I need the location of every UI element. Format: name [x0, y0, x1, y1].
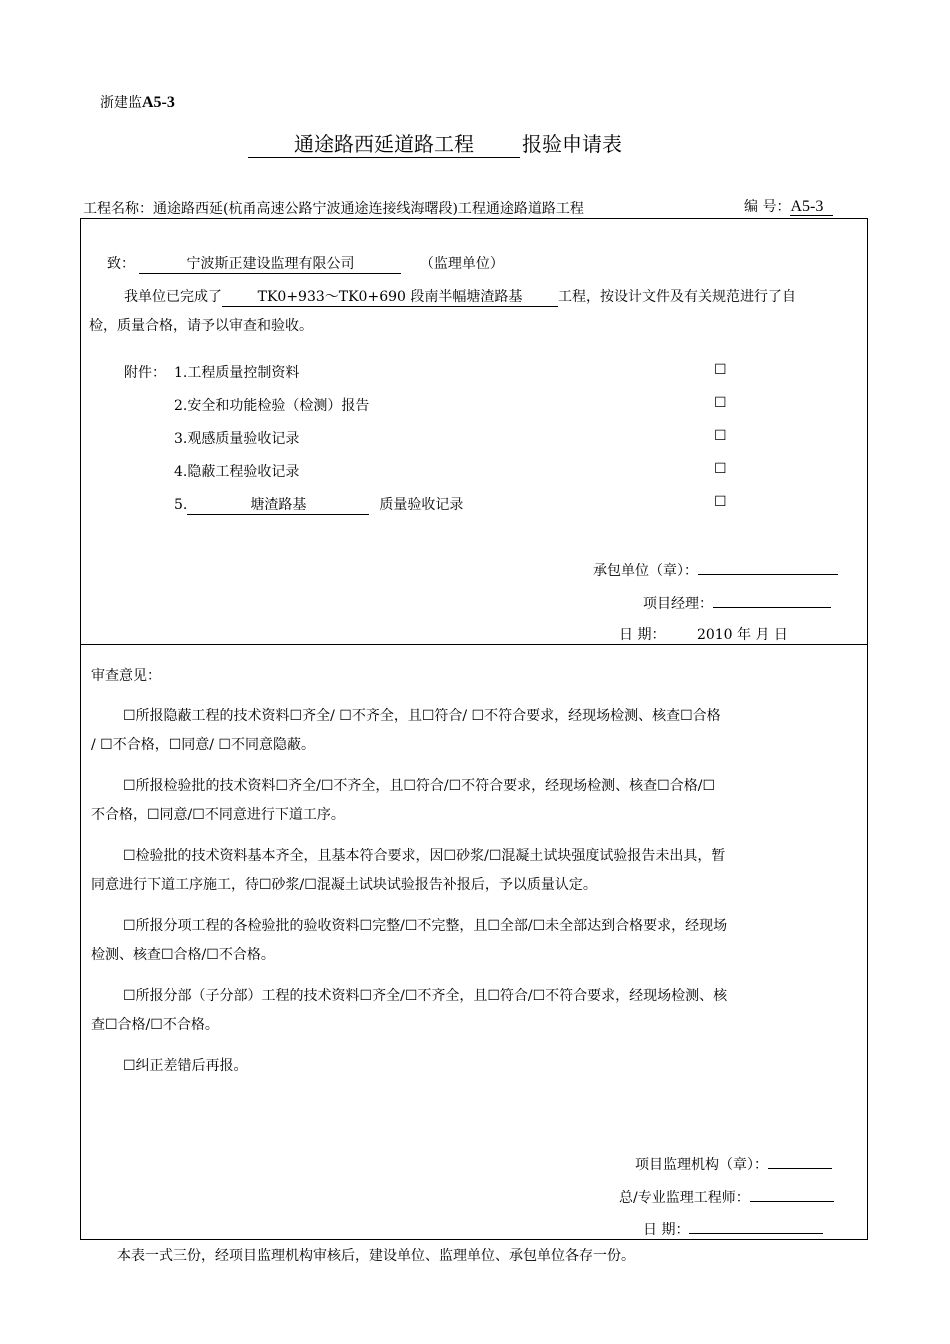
review-option-4-cont: 检测、核查☐合格/☐不合格。: [91, 947, 275, 963]
date-field[interactable]: 2010 年 月 日: [665, 624, 819, 645]
attachment-item-5: [174, 494, 463, 515]
review-date-line: [643, 1218, 823, 1239]
project-name-line: [83, 198, 584, 218]
project-label: 工程名称：: [83, 201, 153, 217]
attachment-item: 4.隐蔽工程验收记录: [174, 464, 300, 480]
form-prefix: 浙建监: [100, 95, 142, 111]
engineer-signature-field[interactable]: [750, 1186, 834, 1202]
engineer-label: 总/专业监理工程师：: [619, 1190, 750, 1206]
review-heading: 审查意见：: [91, 668, 161, 684]
date-line: [619, 624, 819, 645]
completion-line: [124, 286, 796, 307]
work-field[interactable]: TK0+933～TK0+690 段南半幅塘渣路基: [222, 286, 558, 307]
form-code-value: A5-3: [142, 94, 175, 111]
attachment-item: 1.工程质量控制资料: [174, 365, 300, 381]
attachment-checkbox[interactable]: ☐: [714, 461, 727, 477]
number-label: 编 号：: [744, 199, 791, 215]
attachment5-field[interactable]: 塘渣路基: [187, 494, 369, 515]
number-value: A5-3: [790, 198, 833, 216]
review-option-1[interactable]: ☐所报隐蔽工程的技术资料☐齐全/ ☐不齐全，且☐符合/ ☐不符合要求，经现场检测、核查☐合格: [123, 708, 721, 724]
recipient-suffix: （监理单位）: [419, 256, 504, 272]
attachment-item: 2.安全和功能检验（检测）报告: [174, 398, 370, 414]
review-option-3-cont: 同意进行下道工序施工，待☐砂浆/☐混凝土试块试验报告补报后，予以质量认定。: [91, 877, 597, 893]
review-date-label: 日 期：: [643, 1222, 690, 1238]
contractor-signature-field[interactable]: [698, 559, 838, 575]
org-label: 项目监理机构（章）：: [635, 1157, 768, 1173]
footer-note: 本表一式三份，经项目监理机构审核后，建设单位、监理单位、承包单位各存一份。: [117, 1248, 635, 1264]
attachment-item: 3.观感质量验收记录: [174, 431, 300, 447]
attachment-checkbox[interactable]: ☐: [714, 428, 727, 444]
review-option-5-cont: 查☐合格/☐不合格。: [91, 1017, 219, 1033]
attachments-label: 附件：: [124, 365, 166, 381]
pm-signature-field[interactable]: [713, 592, 831, 608]
attachment-checkbox[interactable]: ☐: [714, 395, 727, 411]
review-section: [80, 643, 868, 1240]
to-label: 致：: [107, 256, 135, 272]
review-option-6[interactable]: ☐纠正差错后再报。: [123, 1058, 248, 1074]
review-date-field[interactable]: [689, 1218, 823, 1234]
pm-label: 项目经理：: [643, 596, 713, 612]
review-option-1-cont: / ☐不合格，☐同意/ ☐不同意隐蔽。: [91, 737, 315, 753]
contractor-line: [593, 559, 838, 580]
attachment-checkbox[interactable]: ☐: [714, 362, 727, 378]
attachment5-prefix: 5.: [174, 497, 188, 513]
recipient-field[interactable]: 宁波斯正建设监理有限公司: [139, 253, 401, 274]
attachment-checkbox[interactable]: ☐: [714, 494, 727, 510]
supervision-org-line: [635, 1153, 832, 1174]
title-project-field: 通途路西延道路工程: [248, 128, 520, 158]
completion-line-2: 检，质量合格，请予以审查和验收。: [89, 318, 313, 334]
engineer-line: [619, 1186, 834, 1207]
org-signature-field[interactable]: [768, 1153, 832, 1169]
title-suffix: 报验申请表: [522, 132, 622, 156]
review-option-4[interactable]: ☐所报分项工程的各检验批的验收资料☐完整/☐不完整，且☐全部/☐未全部达到合格要求，经现场: [123, 918, 728, 934]
review-option-5[interactable]: ☐所报分部（子分部）工程的技术资料☐齐全/☐不齐全，且☐符合/☐不符合要求，经现场检测、核: [123, 988, 728, 1004]
application-section: [80, 218, 868, 645]
body-prefix: 我单位已完成了: [124, 289, 222, 305]
review-option-3[interactable]: ☐检验批的技术资料基本齐全，且基本符合要求，因☐砂浆/☐混凝土试块强度试验报告未出具，暂: [123, 848, 726, 864]
attachment5-suffix: 质量验收记录: [379, 497, 464, 513]
date-label: 日 期：: [619, 627, 666, 643]
contractor-label: 承包单位（章）：: [593, 563, 698, 579]
page-title: [248, 128, 622, 158]
pm-line: [643, 592, 831, 613]
body-rest: 工程，按设计文件及有关规范进行了自: [558, 289, 796, 305]
form-code: [100, 92, 175, 112]
recipient-line: [107, 253, 504, 274]
review-option-2[interactable]: ☐所报检验批的技术资料☐齐全/☐不齐全，且☐符合/☐不符合要求，经现场检测、核查☐合格/☐: [123, 778, 716, 794]
review-option-2-cont: 不合格，☐同意/☐不同意进行下道工序。: [91, 807, 345, 823]
number-line: [744, 196, 833, 216]
project-name: 通途路西延(杭甬高速公路宁波通途连接线海曙段)工程通途路道路工程: [153, 201, 584, 217]
